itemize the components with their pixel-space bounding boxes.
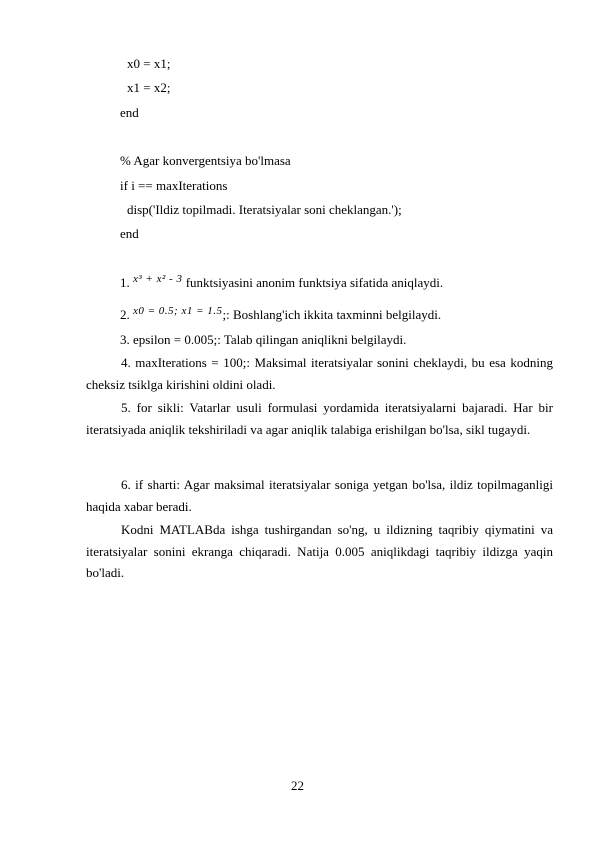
list-item-3: 3. epsilon = 0.005;: Talab qilingan aniqlikni belgilaydi.: [120, 332, 407, 347]
formula-image-1: x³ + x² - 3: [133, 273, 183, 285]
list-item-2-text: ;: Boshlang'ich ikkita taxminni belgilaydi.: [222, 307, 442, 322]
code-line-x0: x0 = x1;: [127, 56, 171, 71]
list-item-5: [86, 397, 553, 440]
code-comment: % Agar konvergentsiya bo'lmasa: [120, 153, 291, 168]
list-item-2: [120, 307, 441, 324]
list-item-4: [86, 352, 553, 395]
list-item-2-number: 2.: [120, 307, 130, 322]
code-end-line: end: [120, 226, 139, 241]
list-item-6-text: 6. if sharti: Agar maksimal iteratsiyalar soniga yetgan bo'lsa, ildiz topilmaganligi haqida xabar beradi.: [86, 477, 553, 514]
code-line-x1: x1 = x2;: [127, 80, 171, 95]
formula-image-2: x0 = 0.5; x1 = 1.5: [133, 305, 223, 317]
code-if-line: if i == maxIterations: [120, 178, 228, 193]
list-item-1-number: 1.: [120, 275, 130, 290]
page-number: 22: [291, 778, 304, 793]
code-line-end: end: [120, 105, 139, 120]
list-item-1: [120, 275, 443, 292]
summary-paragraph: [86, 519, 553, 584]
summary-text: Kodni MATLABda ishga tushirgandan so'ng, u ildizning taqribiy qiymatini va iteratsiyalar sonini ekranga chiqaradi. Natija 0.005 aniqlikdagi taqribiy ildizga yaqin bo'ladi.: [86, 522, 553, 580]
list-item-4-text: 4. maxIterations = 100;: Maksimal iteratsiyalar sonini cheklaydi, bu esa kodning cheksiz tsiklga kirishini oldini oladi.: [86, 355, 553, 392]
list-item-5-text: 5. for sikli: Vatarlar usuli formulasi yordamida iteratsiyalarni bajaradi. Har bir iteratsiyada aniqlik tekshiriladi va agar aniqlik talabiga erishilgan bo'lsa, sikl tugaydi.: [86, 400, 553, 437]
list-item-1-text: funktsiyasini anonim funktsiya sifatida aniqlaydi.: [185, 275, 444, 290]
code-disp-line: disp('Ildiz topilmadi. Iteratsiyalar soni cheklangan.');: [127, 202, 402, 217]
list-item-6: [86, 474, 553, 517]
